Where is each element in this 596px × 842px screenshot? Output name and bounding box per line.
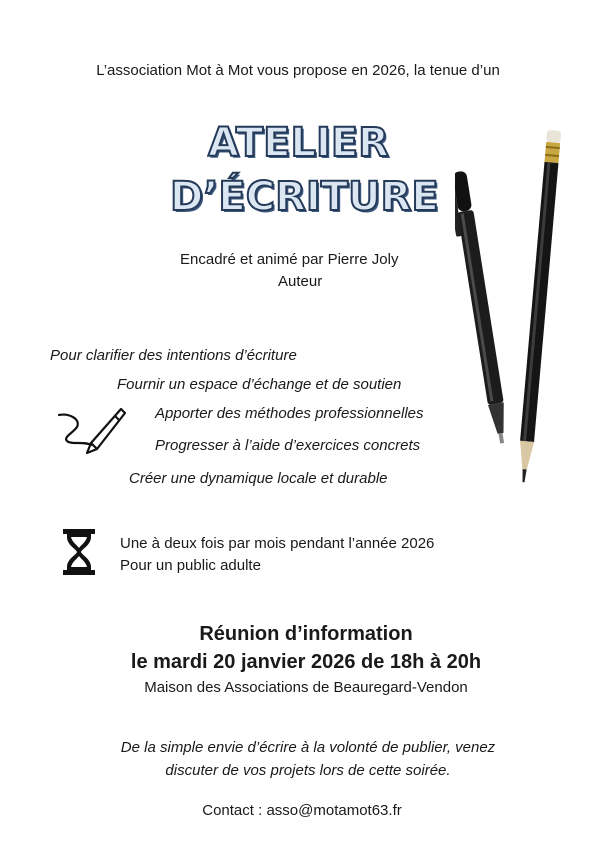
audience-text: Pour un public adulte bbox=[120, 557, 261, 574]
subtitle-facilitator: Encadré et animé par Pierre Joly bbox=[180, 251, 399, 268]
quote-line-2: discuter de vos projets lors de cette soirée. bbox=[165, 762, 451, 779]
pencil-icon bbox=[515, 125, 565, 490]
meeting-date: le mardi 20 janvier 2026 de 18h à 20h bbox=[130, 651, 482, 673]
meeting-heading: Réunion d’information bbox=[199, 623, 413, 645]
meeting-place: Maison des Associations de Beauregard-Vendon bbox=[144, 679, 468, 696]
pen-icon bbox=[455, 160, 505, 455]
goal-item: Pour clarifier des intentions d’écriture bbox=[50, 347, 297, 364]
title-line-2: D’ÉCRITURE bbox=[170, 174, 439, 220]
goal-item: Progresser à l’aide d’exercices concrets bbox=[155, 437, 421, 454]
pen-signature-icon bbox=[55, 403, 130, 458]
frequency-text: Une à deux fois par mois pendant l’année 2026 bbox=[120, 535, 435, 552]
goal-item: Apporter des méthodes professionnelles bbox=[155, 405, 424, 422]
goal-item: Créer une dynamique locale et durable bbox=[129, 470, 388, 487]
quote-line-1: De la simple envie d’écrire à la volonté de publier, venez bbox=[120, 739, 496, 756]
title-line-1: ATELIER bbox=[208, 120, 389, 166]
hourglass-icon bbox=[62, 528, 96, 576]
contact-email[interactable]: Contact : asso@motamot63.fr bbox=[202, 802, 402, 819]
subtitle-role: Auteur bbox=[278, 273, 323, 290]
goal-item: Fournir un espace d’échange et de soutien bbox=[117, 376, 402, 393]
intro-text: L’association Mot à Mot vous propose en 2026, la tenue d’un bbox=[96, 62, 500, 79]
